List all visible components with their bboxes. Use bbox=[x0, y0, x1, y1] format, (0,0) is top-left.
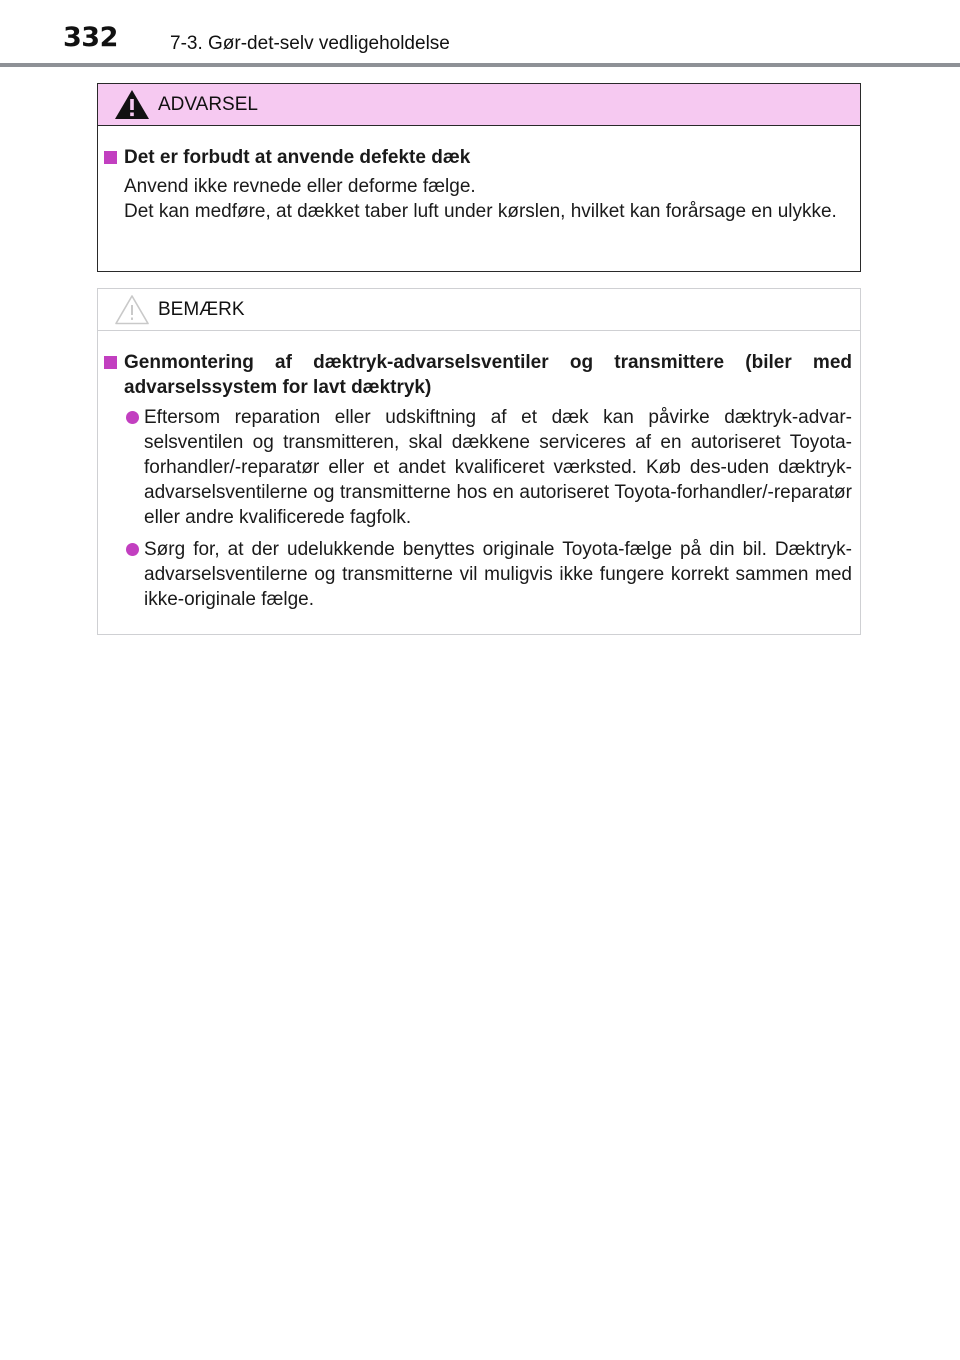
warning-triangle-outline-icon bbox=[114, 293, 150, 325]
square-bullet-icon bbox=[104, 151, 117, 164]
warning-box bbox=[97, 83, 861, 272]
notice-body bbox=[98, 350, 860, 612]
notice-heading-text: Genmontering af dæktryk-advarselsventiler og transmittere (biler med advarselssystem for lavt dæktryk) bbox=[124, 352, 852, 398]
list-item-text: Eftersom reparation eller udskiftning af et dæk kan påvirke dæktryk-advar-selsventilen og transmitteren, skal dækkene serviceres af en autoriseret Toyota-forhandler/-reparatør eller et andet kvalificeret værksted. Køb des-uden dæktryk-advarselsventilerne og transmitterne hos en autoriseret Toyota-forhandler/-reparatør eller andre kvalificerede fagfolk. bbox=[144, 407, 852, 528]
warning-body bbox=[98, 145, 860, 224]
warning-label: ADVARSEL bbox=[158, 94, 258, 115]
list-item bbox=[98, 537, 852, 612]
warning-triangle-filled-icon bbox=[114, 88, 150, 120]
warning-heading-text: Det er forbudt at anvende defekte dæk bbox=[124, 147, 471, 168]
warning-paragraph: Anvend ikke revnede eller deforme fælge. bbox=[124, 176, 476, 197]
notice-label: BEMÆRK bbox=[158, 299, 245, 320]
notice-header bbox=[98, 289, 860, 331]
warning-header bbox=[98, 84, 860, 126]
square-bullet-icon bbox=[104, 356, 117, 369]
warning-item-heading bbox=[98, 145, 852, 170]
notice-box bbox=[97, 288, 861, 635]
section-title: 7-3. Gør-det-selv vedligeholdelse bbox=[170, 33, 450, 54]
round-bullet-icon bbox=[126, 543, 139, 556]
warning-paragraph: Det kan medføre, at dækket taber luft under kørslen, hvilket kan forårsage en ulykke. bbox=[124, 201, 837, 222]
notice-item-heading bbox=[98, 350, 852, 400]
header-divider bbox=[0, 63, 960, 67]
list-item-text: Sørg for, at der udelukkende benyttes originale Toyota-fælge på din bil. Dæktryk-advarselsventilerne og transmitterne vil muligvis ikke fungere korrekt sammen med ikke-originale fælge. bbox=[144, 539, 852, 610]
page-number: 332 bbox=[63, 22, 118, 53]
round-bullet-icon bbox=[126, 411, 139, 424]
page-header bbox=[0, 0, 960, 66]
list-item bbox=[98, 405, 852, 530]
